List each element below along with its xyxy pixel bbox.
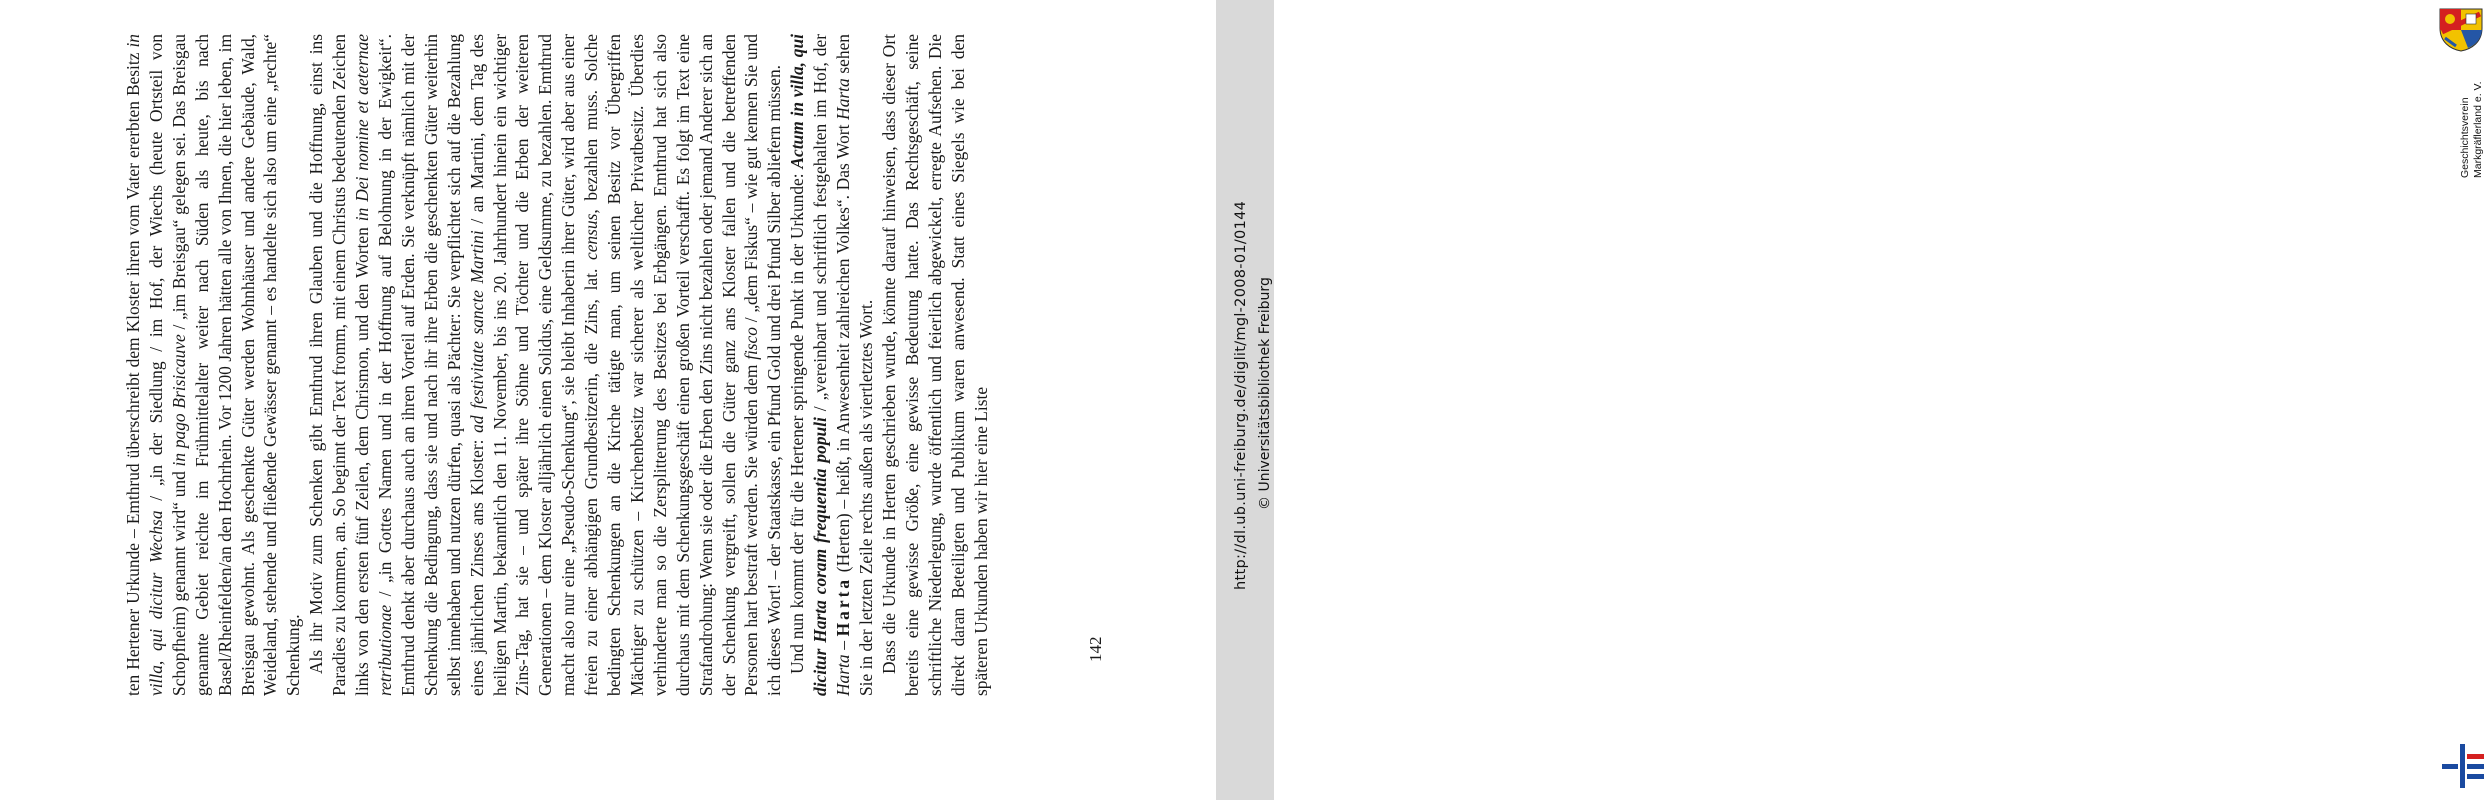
text-run: / an Martini, dem Tag des heiligen Martin, bekanntlich den 11. November, bis ins 20. Jahrhundert hinein ein wichtiger Zins-Tag, hat sie – und später ihre Söhne und Töchter und die Erben der weiteren Generationen – dem Kloster alljährlich einen Solidus, eine Geldsumme, zu bezahlen. Emthrud macht also nur eine „Pseudo-Schenkung“, sie bleibt Inhaberin ihrer Güter, wird aber aus einer freien zu einer abhängigen Grundbesitzerin, die Zins, lat. xyxy=(466,34,602,696)
text-run: Harta xyxy=(833,654,854,696)
text-run: sehen Sie in der letzten Zeile rechts außen als viertletztes Wort. xyxy=(833,34,876,696)
text-run: ad festivitate sancte Martini xyxy=(466,230,487,433)
text-run: Als ihr Motiv zum Schenken gibt Emthrud ihren Glauben und die Hoffnung, einst ins Paradies zu kommen, an. So beginnt der Text fromm, mit einem Christus bedeutenden Zeichen links von den ersten fünf Zeilen, dem Chrismon, und den Worten xyxy=(306,34,373,696)
text-run: / „vereinbart und schriftlich festgehalten im Hof, der xyxy=(810,34,831,418)
text-run: Dass die Urkunde in Herten geschrieben wurde, könnte darauf hinweisen, dass dieser Ort bereits eine gewisse Größe, eine gewisse Bedeutung hatte. Das Rechtsgeschäft, seine schriftliche Niederlegung, wurde öffentlich und feierlich abgewickelt, erregte Aufsehen. Die direkt daran Beteiligten und Publikum waren anwesend. Statt eines Siegels wie bei den späteren Urkunden haben wir hier eine Liste xyxy=(878,34,991,696)
page-text-frame xyxy=(122,34,1066,696)
text-run: Harta xyxy=(833,576,854,637)
page-number-frame xyxy=(1082,628,1112,668)
text-run: , bezahlen muss. Solche bedingten Schenkungen an die Kirche tätigte man, um seinen Besitz vor Übergriffen Mächtiger zu schützen – Kirchenbesitz war sicherer als weltlicher Privatbesitz. Überdies verhinderte man so die Zersplitterung des Besitzes bei Erbgängen. Emthrud hat sich also durchaus mit dem Schenkungsgeschäft einen großen Vorteil verschafft. Es folgt im Text eine Strafandrohung: Wenn sie oder die Erben den Zins nicht bezahlen oder jemand Anderer sich an der Schenkung vergreift, sollen die Güter ganz ans Kloster fallen und die betreffenden Personen hart bestraft werden. Sie würden dem xyxy=(581,34,762,696)
text-run: in villa, qui dicitur Wechsa xyxy=(123,34,166,696)
copyright-notice: © Universitätsbibliothek Freiburg xyxy=(1257,277,1273,510)
coat-of-arms-icon xyxy=(2436,6,2486,52)
text-run: (Herten) – heißt, in Anwesenheit zahlreichen Volkes“. Das Wort xyxy=(833,119,854,577)
text-run: – xyxy=(833,636,854,655)
society-name-line2: Markgräflerland e. V. xyxy=(2472,81,2484,178)
society-name-line1: Geschichtsverein xyxy=(2459,97,2471,178)
text-run: fisco xyxy=(741,327,762,360)
text-run: Und nun kommt der für die Hertener springende Punkt in der Urkunde: xyxy=(787,168,808,674)
text-run: in pago Brisicauve xyxy=(168,334,189,467)
page-text xyxy=(122,34,1066,696)
document-url[interactable]: http://dl.ub.uni-freiburg.de/diglit/mgl-2008-01/0144 xyxy=(1233,200,1249,590)
text-run: Harta xyxy=(833,78,854,120)
text-run: in Dei nomine et aeternae retributionae xyxy=(352,34,395,696)
text-run: / „in der Siedlung / im Hof, der Wiechs (heute Ortsteil von Schopfheim) genannt wird“ und xyxy=(145,34,189,696)
body-paragraph xyxy=(305,34,786,696)
body-paragraph xyxy=(122,34,305,696)
university-library-logo-icon xyxy=(2442,742,2484,790)
text-run: census xyxy=(581,213,602,261)
body-paragraph xyxy=(786,34,878,696)
text-run: / „dem Fiskus“ – wie gut kennen Sie und ich dieses Wort! – der Staatskasse, ein Pfund Gold und drei Pfund Silber abliefern müssen. xyxy=(741,33,785,696)
text-run: / „im Breisgau“ gelegen sei. Das Breisgau genannte Gebiet reichte im Frühmittelalter weiter nach Süden als heute, bis nach Basel/Rheinfelden/an den Hochrhein. Vor 1200 Jahren hätten alle von Ihnen, die hier leben, im Breisgau gewohnt. Als geschenkte Güter werden Wohnhäuser und andere Gebäude, Wald, Weideland, stehende und fließende Gewässer genannt – es handelte sich also um eine „rechte“ Schenkung. xyxy=(168,34,304,696)
body-paragraph xyxy=(878,34,993,696)
page-number: 142 xyxy=(1086,636,1105,662)
text-run: Actum in villa, qui dicitur Harta coram frequentia populi xyxy=(787,34,831,696)
scanned-page xyxy=(0,0,1216,800)
text-run: ten Hertener Urkunde – Emthrud überschreibt dem Kloster ihren vom Vater ererbten Besitz xyxy=(123,47,143,696)
text-run: / „in Gottes Namen und in der Hoffnung auf Belohnung in der Ewigkeit“. Emthrud denkt aber durchaus auch an ihren Vorteil auf Erden. Sie verknüpft nämlich mit der Schenkung die Bedingung, dass sie und nach ihr ihre Erben die geschenkten Güter weiterhin selbst innehaben und nutzen dürfen, quasi als Pächter: Sie verpflichtet sich auf die Bezahlung eines jährlichen Zinses ans Kloster: xyxy=(374,34,487,696)
